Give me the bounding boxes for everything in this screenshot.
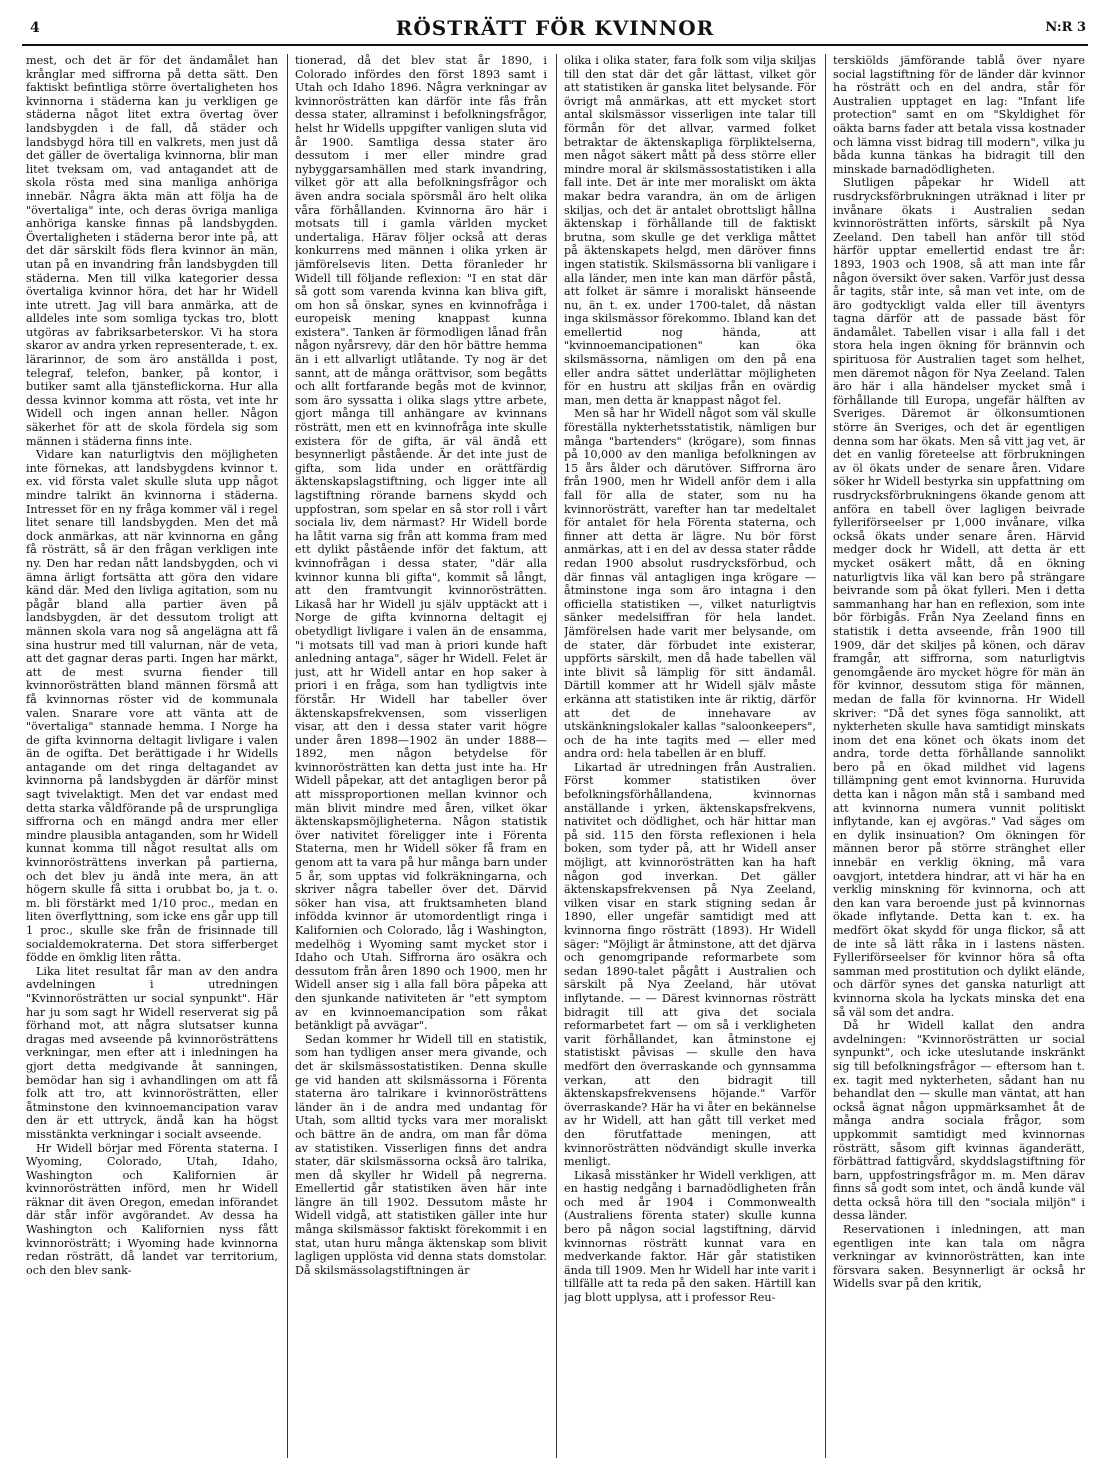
column-divider [287, 54, 288, 1458]
text-column-3 [564, 54, 816, 1458]
paragraph: Men så har hr Widell något som väl skulle föreställa nykterhetsstatistik, nämligen bur många "bartenders" (krögare), som finnas på 10,000 av den manliga befolkningen av 15 års ålder och därutöver. Siffrorna äro från 1900, men hr Widell anför dem i alla fall för alla de stater, som nu ha kvinnorösträtt, varefter han tar medeltalet för antalet för hela Förenta staterna, och finner att detta är lägre. Nu bör först anmärkas, att i en del av dessa stater rådde redan 1900 absolut rusdrycksförbud, och där finnas väl antagligen inga krögare — åtminstone inga som äro intagna i den officiella statistiken —, vilket naturligtvis sänker medelsiffran för hela landet. Jämförelsen hade varit mer belysande, om de stater, där förbudet inte existerar, uppförts särskilt, men då hade tabellen väl inte blivit så lämplig för sitt ändamål. Därtill kommer att hr Widell själv måste erkänna att statistiken inte är riktig, därför att det de innehavare av utskänkningslokaler kallas "saloonkeepers", och de ha inte tagits med — eller med andra ord: hela tabellen är en bluff. [564, 407, 816, 761]
text-column-2 [295, 54, 547, 1458]
paragraph: terskiölds jämförande tablå över nyare social lagstiftning för de länder där kvinnor ha rösträtt och en del andra, står för Australien upptaget en lag: "Infant life protection" samt en om "Skyldighet för oäkta barns fader att betala vissa kostnader och lämna visst bidrag till modern", vilka ju båda kunna tänkas ha bidragit till den minskade barnadödligheten. [833, 54, 1085, 176]
paragraph: Reservationen i inledningen, att man egentligen inte kan tala om några verkningar av kvinnorösträtten, kan inte försvara saken. Besynnerligt är också hr Widells svar på den kritik, [833, 1223, 1085, 1291]
page-number: 4 [30, 20, 40, 36]
paragraph: Hr Widell börjar med Förenta staterna. I Wyoming, Colorado, Utah, Idaho, Washington och Kalifornien är kvinnorösträtten införd, men hr Widell räknar dit även Oregon, emedan införandet där står inför avgörandet. Av dessa ha Washington och Kalifornien nyss fått kvinnorösträtt; i Wyoming hade kvinnorna redan rösträtt, då landet var territorium, och den blev sank- [26, 1141, 278, 1277]
paragraph: Då hr Widell kallat den andra avdelningen: "Kvinnorösträtten ur social synpunkt", och icke uteslutande inskränkt sig till befolkningsfrågor — eftersom han t. ex. tagit med nykterheten, sådant han nu behandlat den — skulle man väntat, att han också ägnat någon uppmärksamhet åt de många andra sociala frågor, som uppkommit samtidigt med kvinnornas rösträtt, såsom gift kvinnas äganderätt, förbättrad fattigvård, skyddslagstiftning för barn, uppfostringsfrågor m. m. Men därav finns så godt som intet, och ändå kunde väl detta också höra till den "sociala miljön" i dessa länder. [833, 1019, 1085, 1223]
paragraph: Slutligen påpekar hr Widell att rusdrycksförbrukningen uträknad i liter pr invånare ökats i Australien sedan kvinnorösträtten införts, särskilt på Nya Zeeland. Den tabell han anför till stöd härför upptar emellertid endast tre år: 1893, 1903 och 1908, så att man inte får någon översikt över saken. Varför just dessa år tagits, står inte, så man vet inte, om de äro godtyckligt valda eller till äventyrs tagna därför att de passade bäst för ändamålet. Tabellen visar i alla fall i det stora hela ingen ökning för brännvin och spirituosa för Australien taget som helhet, men däremot någon för Nya Zeeland. Talen äro här i alla händelser mycket små i förhållande till Europa, ungefär hälften av Sveriges. Däremot är ölkonsumtionen större än Sveriges, och det är egentligen denna som har ökats. Men så vitt jag vet, är det en vanlig företeelse att förbrukningen av öl ökats under de senare åren. Vidare söker hr Widell bestyrka sin uppfattning om rusdrycksförbrukningens ökande genom att anföra en tabell över lagligen beivrade fylleriförseelser pr 1,000 invånare, vilka också ökats under senare åren. Härvid medger dock hr Widell, att detta är ett mycket osäkert mått, då en ökning naturligtvis lika väl kan bero på strängare beivrande som på ökat fylleri. Men i detta sammanhang har han en reflexion, som inte bör förbigås. Från Nya Zeeland finns en statistik i detta avseende, från 1900 till 1909, där det skiljes på könen, och därav framgår, att siffrorna, som naturligtvis genomgående äro mycket högre för män än för kvinnor, dessutom stiga för männen, medan de falla för kvinnorna. Hr Widell skriver: "Då det synes föga sannolikt, att nykterheten skulle hava samtidigt minskats inom det ena könet och ökats inom det andra, torde detta förhållande sannolikt bero på en ökad mildhet vid lagens tillämpning gent emot kvinnorna. Huruvida detta kan i någon mån stå i samband med att kvinnorna numera vunnit politiskt inflytande, kan ej avgöras." Vad säges om en dylik insinuation? Om ökningen för männen beror på större stränghet eller innebär en verklig ökning, må vara oavgjort, intetdera hindrar, att vi här ha en verklig minskning för kvinnorna, och att den kan vara beroende just på kvinnornas ökade inflytande. Detta kan t. ex. ha medfört ökat skydd för unga flickor, så att de inte så lätt råka in i lastens nästen. Fylleriförseelser för kvinnor höra så ofta samman med prostitution och dylikt elände, och därför synes det ganska naturligt att kvinnorna skola ha lyckats minska det ena så väl som det andra. [833, 176, 1085, 1019]
paragraph: Likartad är utredningen från Australien. Först kommer statistiken över befolkningsförhållandena, kvinnornas anställande i yrken, äktenskapsfrekvens, nativitet och dödlighet, och här hittar man på sid. 115 den första reflexionen i hela boken, som tyder på, att hr Widell anser möjligt, att kvinnorösträtten kan ha haft någon god inverkan. Det gäller äktenskapsfrekvensen på Nya Zeeland, vilken visar en stark stigning sedan år 1890, eller ungefär samtidigt med att kvinnorna fingo rösträtt (1893). Hr Widell säger: "Möjligt är åtminstone, att det djärva och genomgripande reformarbete som sedan 1890-talet pågått i Australien och särskilt på Nya Zeeland, här utövat inflytande. — — Därest kvinnornas rösträtt bidragit till att giva det sociala reformarbetet fart — om så i verkligheten varit förhållandet, kan åtminstone ej statistiskt påvisas — skulle den hava medfört den överraskande och gynnsamma verkan, att den bidragit till äktenskapsfrekvensens höjande." Varför överraskande? Här ha vi åter en bekännelse av hr Widell, att han gått till verket med den förutfattade meningen, att kvinnorösträtten nödvändigt skulle inverka menligt. [564, 760, 816, 1169]
paragraph: Likaså misstänker hr Widell verkligen, att en hastig nedgång i barnadödligheten från och med år 1904 i Commonwealth (Australiens förenta stater) skulle kunna bero på någon social lagstiftning, därvid kvinnornas rösträtt kunnat vara en medverkande faktor. Här går statistiken ända till 1909. Men hr Widell har inte varit i tillfälle att ta reda på den saken. Härtill kan jag blott upplysa, att i professor Reu- [564, 1168, 816, 1305]
paragraph: olika i olika stater, fara folk som vilja skiljas till den stat där det går lättast, vilket gör att statistiken är ganska litet belysande. För övrigt må anmärkas, att ett mycket stort antal skilsmässor visserligen inte talar till förmån för det allvar, varmed folket betraktar de äktenskapliga förpliktelserna, men något säkert mått på dess större eller mindre moral är skilsmässostatistiken i alla fall inte. Det är inte mer moraliskt om äkta makar bedra varandra, än om de ärligen skiljas, och det är antalet obrottsligt hållna äktenskap i förhållande till de faktiskt brutna, som skulle ge det verkliga måttet på äktenskapets helgd, men däröver finns ingen statistik. Skilsmässorna bli vanligare i alla länder, men inte kan man därför påstå, att folket är sämre i moraliskt hänseende nu, än t. ex. under 1700-talet, då nästan inga skilsmässor förekommo. Ibland kan det emellertid nog hända, att "kvinnoemancipationen" kan öka skilsmässorna, nämligen om den på ena eller andra sättet underlättar möjligheten för en hustru att skiljas från en ovärdig man, men detta är knappast något fel. [564, 54, 816, 407]
page-header [22, 14, 1088, 46]
paragraph: Vidare kan naturligtvis den möjligheten inte förnekas, att landsbygdens kvinnor t. ex. vid första valet skulle sluta upp något mindre talrikt än kvinnorna i städerna. Intresset för en ny fråga kommer väl i regel litet senare till landsbygden. Men det må dock anmärkas, att när kvinnorna en gång få rösträtt, så är den frågan verkligen inte ny. Den har redan nått landsbygden, och vi ämna ärligt fortsätta att göra den vidare känd där. Med den livliga agitation, som nu pågår bland alla partier även på landsbygden, är det dessutom troligt att männen skola vara nog så angelägna att få sina hustrur med till valurnan, när de veta, att det gagnar deras parti. Ingen har märkt, att de mest svurna fiender till kvinnorösträtten bland männen försmå att få kvinnornas röster vid de kommunala valen. Snarare vore att vänta att de "övertaliga" stannade hemma. I Norge ha de gifta kvinnorna deltagit livligare i valen än de ogifta. Det berättigade i hr Widells antagande om det ringa deltagandet av kvinnorna på landsbygden är därför minst sagt tvivelaktigt. Men det var endast med detta starka våldförande på de ursprungliga siffrorna och en mängd andra mer eller mindre plausibla antaganden, som hr Widell kunnat komma till något resultat alls om kvinnorösträttens inverkan på partierna, och det blev ju ändå inte mera, än att högern skulle få sitta i orubbat bo, ja t. o. m. bli förstärkt med 1/10 proc., medan en liten överflyttning, som icke ens går upp till 1 proc., skulle ske från de frisinnade till socialdemokraterna. Det stora sifferberget födde en ömklig liten råtta. [26, 448, 278, 965]
journal-title: RÖSTRÄTT FÖR KVINNOR [395, 16, 715, 40]
paragraph: tionerad, då det blev stat år 1890, i Colorado infördes den först 1893 samt i Utah och Idaho 1896. Några verkningar av kvinnorösträtten kan därför inte fås från dessa stater, allraminst i befolkningsfrågor, helst hr Widells uppgifter vanligen sluta vid år 1900. Samtliga dessa stater äro dessutom i mer eller mindre grad nybyggarsamhällen med stark invandring, vilket gör att alla befolkningsfrågor och även andra sociala spörsmål äro helt olika våra förhållanden. Kvinnorna äro här i motsats till i gamla världen mycket undertaliga. Härav följer också att deras konkurrens med männen i olika yrken är jämförelsevis liten. Detta föranleder hr Widell till följande reflexion: "I en stat där så gott som varenda kvinna kan bliva gift, om hon så önskar, synes en kvinnofråga i europeisk mening knappast kunna existera". Tanken är förmodligen lånad från någon nyårsrevy, där den hör bättre hemma än i ett allvarligt utlåtande. Ty nog är det sannt, att de många orättvisor, som begåtts och allt fortfarande begås mot de kvinnor, som äro syssatta i olika slags yttre arbete, gjort många till anhängare av kvinnans rösträtt, men ett en kvinnofråga inte skulle existera för de gifta, är väl ändå ett besynnerligt påstående. Är det inte just de gifta, som lida under en orättfärdig äktenskapslagstiftning, och ligger inte all lagstiftning rörande barnens skydd och uppfostran, som spelar en så stor roll i vårt sociala liv, dem närmast? Hr Widell borde ha låtit varna sig från att komma fram med ett dylikt påstående inför det faktum, att kvinnofrågan i dessa stater, "där alla kvinnor kunna bli gifta", kommit så långt, att den framtvungit kvinnorösträtten. Likaså har hr Widell ju själv upptäckt att i Norge de gifta kvinnorna deltagit ej obetydligt livligare i valen än de ensamma, "i motsats till vad man à priori kunde haft anledning antaga", säger hr Widell. Felet är just, att hr Widell antar en hop saker à priori i en fråga, som han tydligtvis inte förstår. Hr Widell har tabeller över äktenskapsfrekvensen, som visserligen visar, att den i dessa stater varit högre under åren 1898—1902 än under 1888—1892, men någon betydelse för kvinnorösträtten kan detta just inte ha. Hr Widell påpekar, att det antagligen beror på att missproportionen mellan kvinnor och män blivit mindre med åren, vilket ökar äktenskapsmöjligheterna. Någon statistik över nativitet föreligger inte i Förenta Staterna, men hr Widell söker få fram en genom att ta vara på hur många barn under 5 år, som upptas vid folkräkningarna, och skriver några tabeller över det. Därvid söker han visa, att fruktsamheten bland infödda kvinnor är utomordentligt ringa i Kalifornien och Colorado, låg i Washington, medelhög i Wyoming samt mycket stor i Idaho och Utah. Siffrorna äro osäkra och dessutom från åren 1890 och 1900, men hr Widell anser sig i alla fall böra påpeka att den sjunkande nativiteten är "ett symptom av en kvinnoemancipation som råkat betänkligt på avvägar". [295, 54, 547, 1033]
column-divider [825, 54, 826, 1458]
paragraph: Sedan kommer hr Widell till en statistik, som han tydligen anser mera givande, och det är skilsmässostatistiken. Denna skulle ge vid handen att skilsmässorna i Förenta staterna äro talrikare i kvinnorösträttens länder än i de andra med undantag för Utah, som alltid tycks vara mer moraliskt och bättre än de andra, om man får döma av statistiken. Visserligen finns det andra stater, där skilsmässorna också äro talrika, men då skyller hr Widell på negrerna. Emellertid går statistiken även här inte längre än till 1902. Dessutom måste hr Widell vidgå, att statistiken gäller inte hur många skilsmässor faktiskt förekommit i en stat, utan huru många äktenskap som blivit lagligen upplösta vid denna stats domstolar. Då skilsmässolagstiftningen är [295, 1032, 547, 1277]
paragraph: Lika litet resultat får man av den andra avdelningen i utredningen "Kvinnorösträtten ur social synpunkt". Här har ju som sagt hr Widell reserverat sig på förhand mot, att några slutsatser kunna dragas med avseende på kvinnorösträttens verkningar, men efter att i inledningen ha gjort detta medgivande åt sanningen, bemödar han sig i avhandlingen om att få folk att tro, att kvinnorösträtten, eller åtminstone den kvinnoemancipation varav den är ett uttryck, ändå kan ha högst misstänkta verkningar i socialt avseende. [26, 964, 278, 1141]
article-columns [22, 54, 1088, 1462]
text-column-1 [26, 54, 278, 1458]
paragraph: mest, och det är för det ändamålet han krånglar med siffrorna på detta sätt. Den faktiskt befintliga större övertaligheten hos kvinnorna i städerna kan ju verkligen ge städerna något litet extra övertag över landsbygden i de fall, då städer och landsbygd höra till en valkrets, men just då det gäller de övertaliga kvinnorna, blir man litet tveksam om, vad antagandet att de skola rösta med sina manliga anhöriga innebär. Några äkta män att följa ha de "övertaliga" inte, och deras övriga manliga anhöriga kanske finnas på landsbygden. Övertaligheten i städerna beror inte på, att det där särskilt föds flera kvinnor än män, utan på en invandring från landsbygden till städerna. Men till vilka kategorier dessa övertaliga kvinnor höra, det har hr Widell inte utrett. Jag vill bara anmärka, att de alldeles inte som somliga tyckas tro, blott utgöras av fabriksarbeterskor. Vi ha stora skaror av andra yrken representerade, t. ex. lärarinnor, de som äro anställda i post, telegraf, telefon, banker, på kontor, i butiker samt alla tjänsteflickorna. Hur alla dessa kvinnor komma att rösta, vet inte hr Widell och ingen annan heller. Någon säkerhet för att de skola fördela sig som männen i städerna finns inte. [26, 54, 278, 448]
column-divider [556, 54, 557, 1458]
text-column-4 [833, 54, 1085, 1458]
issue-number: N:R 3 [1045, 20, 1086, 35]
newspaper-page [22, 14, 1088, 1462]
